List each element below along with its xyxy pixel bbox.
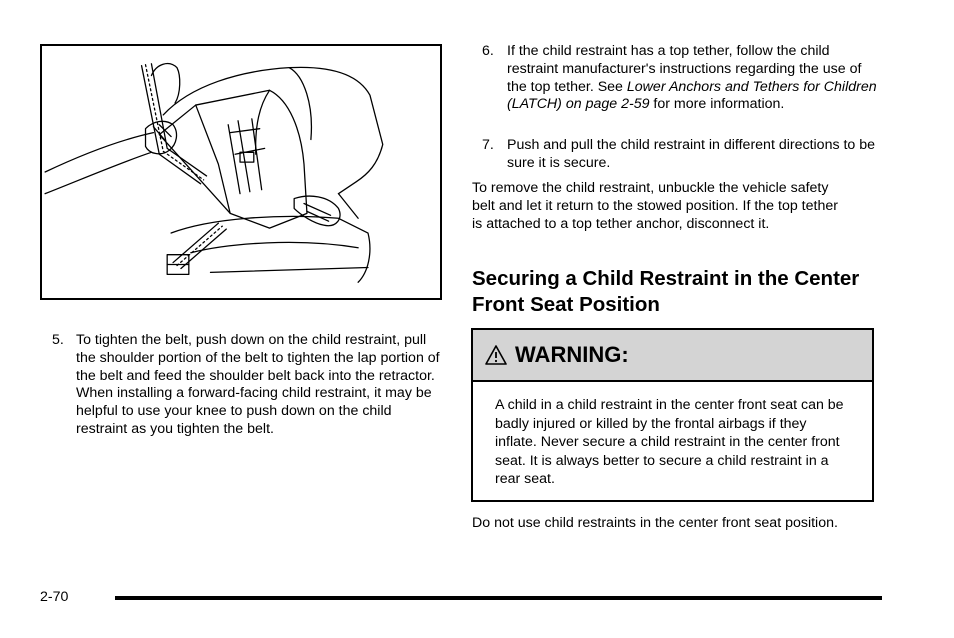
step-5-text: To tighten the belt, push down on the child restraint, pull the shoulder portion of the belt to tighten the lap portion of the belt and feed the shoulder belt back into the retractor. When installing a forward-facing child restraint, it may be helpful to use your knee to push down on the child restraint as you tighten the belt.	[76, 332, 440, 437]
page-number: 2-70	[40, 589, 69, 605]
footer-rule	[115, 596, 882, 600]
step-5	[52, 332, 442, 439]
step-6-text	[507, 43, 877, 114]
step-5-number: 5.	[52, 332, 64, 348]
warning-title: WARNING:	[515, 342, 629, 367]
step-7-number: 7.	[482, 137, 494, 153]
step-7	[482, 137, 877, 173]
section-heading: Securing a Child Restraint in the Center Front Seat Position	[472, 267, 860, 316]
step-6-text-b: for more information.	[649, 96, 785, 113]
child-seat-line-drawing	[42, 46, 440, 298]
child-seat-illustration	[40, 44, 442, 300]
step-6-text-a: If the child restraint has a top tether, follow the child restraint manufacturer's instructions regarding the use of the top tether. See	[507, 43, 862, 95]
latch-cross-reference-link[interactable]: Lower Anchors and Tethers for Children (LATCH) on page 2-59	[507, 78, 877, 113]
step-7-text: Push and pull the child restraint in different directions to be sure it is secure.	[507, 137, 876, 171]
warning-box	[471, 328, 874, 502]
step-6-number: 6.	[482, 43, 494, 59]
warning-header	[473, 330, 872, 382]
warning-text: A child in a child restraint in the center front seat can be badly injured or killed by the frontal airbags if they inflate. Never secure a child restraint in the center front seat. It is always better to secure a child restraint in a rear seat.	[495, 397, 844, 488]
remove-restraint-paragraph: To remove the child restraint, unbuckle the vehicle safety belt and let it return to the stowed position. If the top tether is attached to a top tether anchor, disconnect it.	[472, 180, 838, 232]
warning-triangle-icon	[485, 344, 507, 366]
center-seat-paragraph: Do not use child restraints in the center front seat position.	[472, 515, 838, 531]
step-6	[482, 43, 877, 114]
